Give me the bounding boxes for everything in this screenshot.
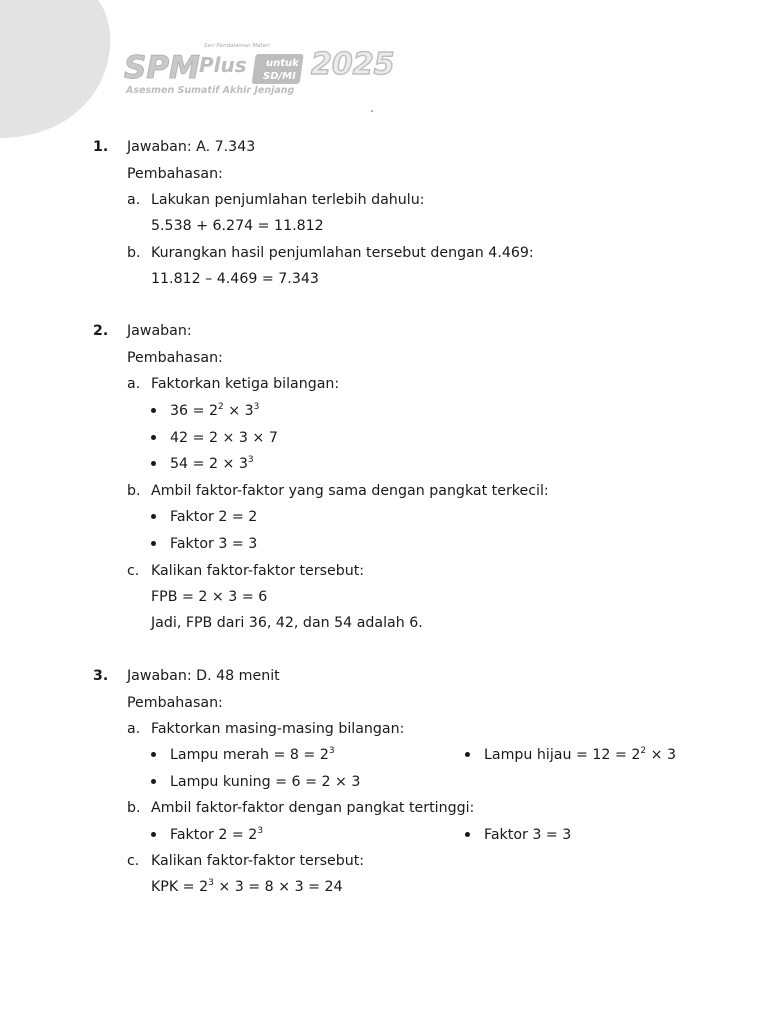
q3-number: 3. <box>93 668 109 684</box>
logo-series-text: Seri Pendalaman Materi <box>204 43 270 49</box>
list-item: $36 = 2^2 \times 3^3$ <box>151 402 259 420</box>
q3-b-label: b. <box>127 800 141 816</box>
q1-number: 1. <box>93 139 109 155</box>
q2-conclusion: Jadi, FPB dari 36, 42, dan 54 adalah 6. <box>151 615 423 631</box>
bullet-icon <box>465 752 470 757</box>
bullet-icon <box>465 832 470 837</box>
q2-number: 2. <box>93 323 109 339</box>
q3-a-label: a. <box>127 721 141 737</box>
q3-pembahasan: Pembahasan: <box>127 695 223 711</box>
q3-c-text: Kalikan faktor-faktor tersebut: <box>151 853 365 869</box>
bullet-icon <box>151 752 156 757</box>
bullet-icon <box>151 408 156 413</box>
q1-b-equation: 11.812 – 4.469 = 7.343 <box>151 271 319 287</box>
logo-year-text: 2025 <box>311 47 395 82</box>
q1-a-text: Lakukan penjumlahan terlebih dahulu: <box>151 192 425 208</box>
list-item: Faktor 3 = 3 <box>151 535 257 553</box>
q2-pembahasan: Pembahasan: <box>127 350 223 366</box>
q3-c-equation: KPK = $2^3 \times 3 = 8 \times 3 = 24$ <box>151 878 343 895</box>
list-item: Faktor 2 = 2 <box>151 508 257 526</box>
bullet-icon <box>151 832 156 837</box>
list-item: Lampu hijau = $12 = 2^2 \times 3$ <box>465 746 676 764</box>
list-item: Lampu kuning = 6 = 2 × 3 <box>151 773 360 791</box>
bullet-icon <box>151 779 156 784</box>
q1-b-label: b. <box>127 245 141 261</box>
q1-pembahasan: Pembahasan: <box>127 166 223 182</box>
list-item: Faktor $2 = 2^3$ <box>151 826 263 844</box>
q1-answer: Jawaban: A. 7.343 <box>127 139 256 155</box>
list-item: $54 = 2 \times 3^3$ <box>151 455 254 473</box>
q2-a-text: Faktorkan ketiga bilangan: <box>151 376 340 392</box>
q3-b-text: Ambil faktor-faktor dengan pangkat tertinggi: <box>151 800 475 816</box>
list-item: 42 = 2 × 3 × 7 <box>151 429 278 447</box>
q2-b-text: Ambil faktor-faktor yang sama dengan pangkat terkecil: <box>151 483 549 499</box>
small-dot <box>371 110 373 112</box>
q2-a-label: a. <box>127 376 141 392</box>
logo-plus-text: Plus <box>199 53 247 77</box>
bullet-icon <box>151 461 156 466</box>
q2-b-label: b. <box>127 483 141 499</box>
q1-b-text: Kurangkan hasil penjumlahan tersebut dengan 4.469: <box>151 245 534 261</box>
q2-c-equation: FPB = 2 × 3 = 6 <box>151 589 268 605</box>
list-item: Lampu merah = $8 = 2^3$ <box>151 746 335 764</box>
logo-subtitle-text: Asesmen Sumatif Akhir Jenjang <box>126 85 295 96</box>
brand-logo <box>118 38 408 100</box>
logo-brand-text: SPM <box>124 50 200 86</box>
q3-c-label: c. <box>127 853 140 869</box>
bullet-icon <box>151 435 156 440</box>
q1-a-label: a. <box>127 192 141 208</box>
q1-a-equation: 5.538 + 6.274 = 11.812 <box>151 218 324 234</box>
logo-level-text: SD/MI <box>263 71 296 82</box>
bullet-icon <box>151 514 156 519</box>
q2-c-label: c. <box>127 563 140 579</box>
q2-c-text: Kalikan faktor-faktor tersebut: <box>151 563 365 579</box>
q3-answer: Jawaban: D. 48 menit <box>127 668 280 684</box>
q2-answer: Jawaban: <box>127 323 192 339</box>
bullet-icon <box>151 541 156 546</box>
q3-a-text: Faktorkan masing-masing bilangan: <box>151 721 405 737</box>
logo-untuk-text: untuk <box>266 58 299 69</box>
list-item: Faktor 3 = 3 <box>465 826 571 844</box>
